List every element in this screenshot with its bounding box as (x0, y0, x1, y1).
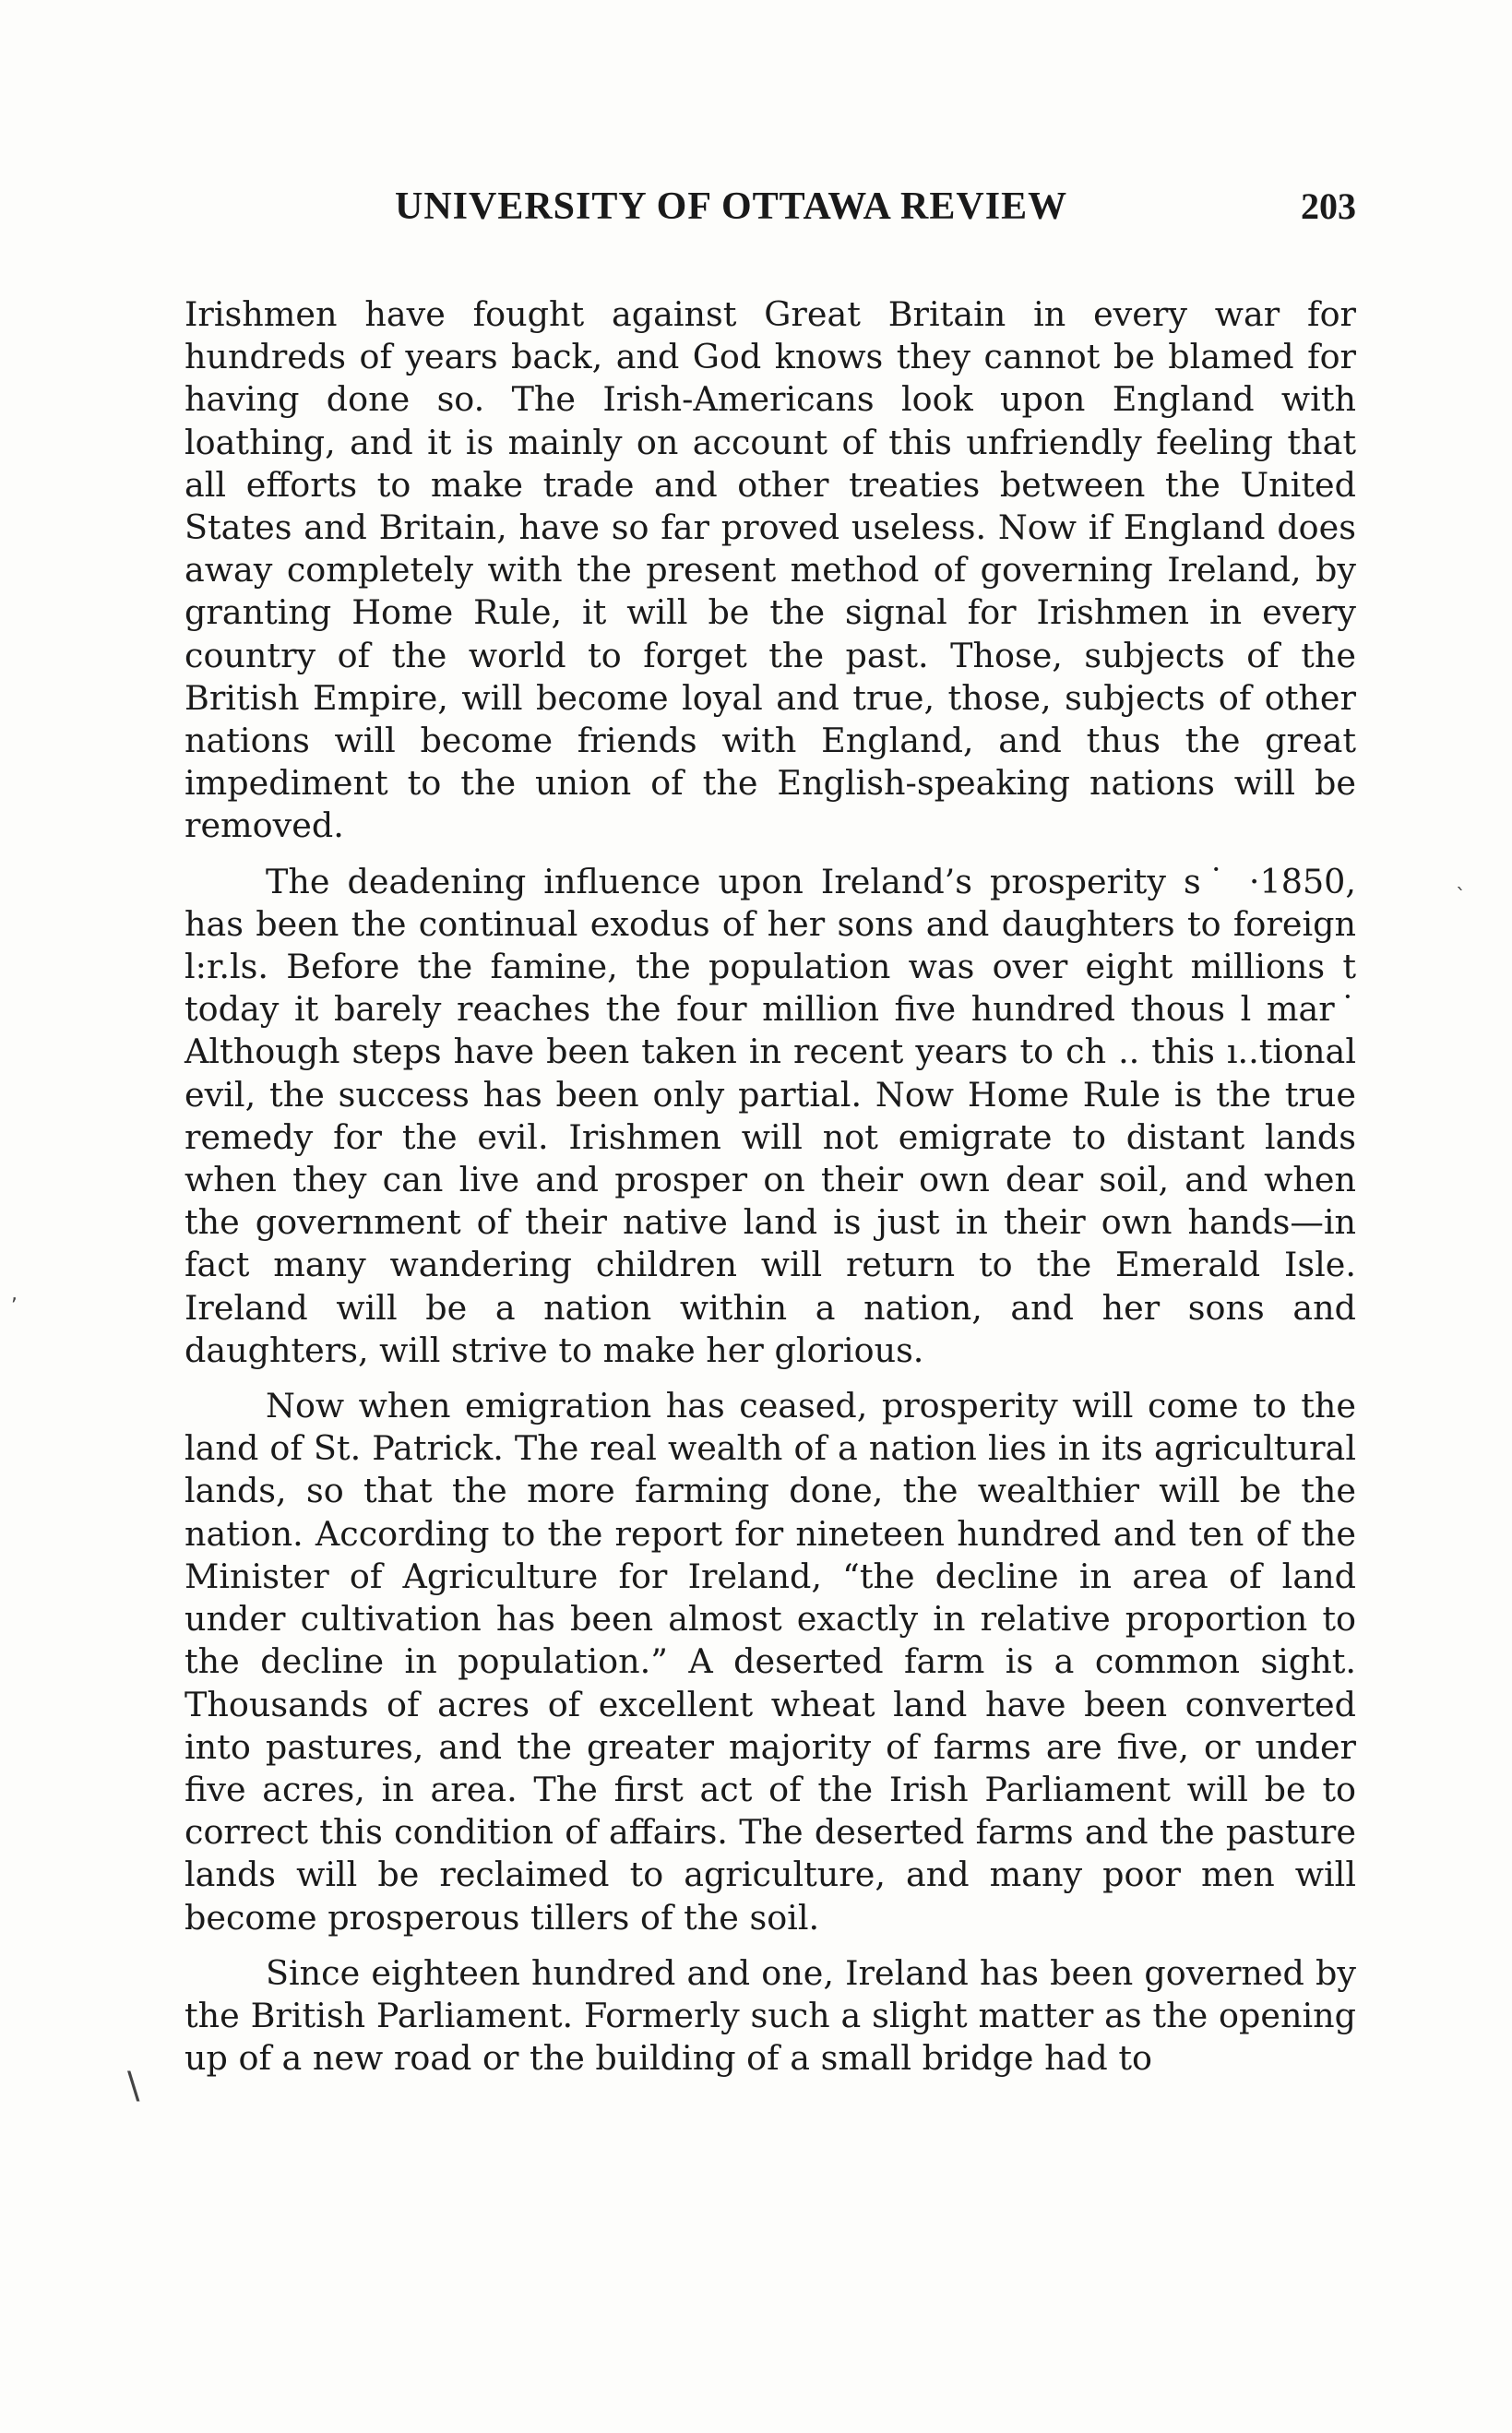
journal-title: UNIVERSITY OF OTTAWA REVIEW (395, 185, 1068, 228)
running-header (185, 181, 1356, 233)
paragraph-emigration: The deadening influence upon Ireland’s prosperity s˙ ·1850, has been the continual exodus of her sons and daughters to foreign l:r.ls. Before the famine, the population was over eight millions t today it barely reaches the four million five hundred thous l mar˙ Although steps have been taken in recent years to ch .. this ı..tional evil, the success has been only partial. Now Home Rule is the true remedy for the evil. Irishmen will not emigrate to distant lands when they can live and prosper on their own dear soil, and when the government of their native land is just in their own hands—in fact many wandering children will return to the Emerald Isle. Ireland will be a nation within a nation, and her sons and daughters, will strive to make her glorious. (185, 861, 1356, 1370)
paragraph-irish-americans: Irishmen have fought against Great Britain in every war for hundreds of years back, and God knows they cannot be blamed for having done so. The Irish-Americans look upon England with loathing, and it is mainly on account of this unfriendly feeling that all efforts to make trade and other treaties between the United States and Britain, have so far proved useless. Now if England does away completely with the present method of governing Ireland, by granting Home Rule, it will be the signal for Irishmen in every country of the world to forget the past. Those, subjects of the British Empire, will become loyal and true, those, subjects of other nations will become friends with England, and thus the great impediment to the union of the English-speaking nations will be removed. (185, 294, 1356, 846)
margin-tick-mark: ` (1456, 886, 1466, 909)
page-number: 203 (1301, 185, 1356, 227)
margin-pencil-mark: \ (127, 2065, 140, 2107)
paragraph-british-parliament: Since eighteen hundred and one, Ireland has been governed by the British Parliament. Formerly such a slight matter as the opening up of a new road or the building of a small bridge had to (185, 1952, 1356, 2079)
article-body (185, 293, 1356, 2093)
margin-comma-mark: , (11, 1282, 18, 1306)
paragraph-agriculture: Now when emigration has ceased, prosperity will come to the land of St. Patrick. The real wealth of a nation lies in its agricultural lands, so that the more farming done, the wealthier will be the nation. According to the report for nineteen hundred and ten of the Minister of Agriculture for Ireland, “the decline in area of land under cultivation has been almost exactly in relative proportion to the decline in population.” A deserted farm is a common sight. Thousands of acres of excellent wheat land have been converted into pastures, and the greater majority of farms are five, or under five acres, in area. The first act of the Irish Parliament will be to correct this condition of affairs. The deserted farms and the pasture lands will be reclaimed to agriculture, and many poor men will become prosperous tillers of the soil. (185, 1386, 1356, 1938)
